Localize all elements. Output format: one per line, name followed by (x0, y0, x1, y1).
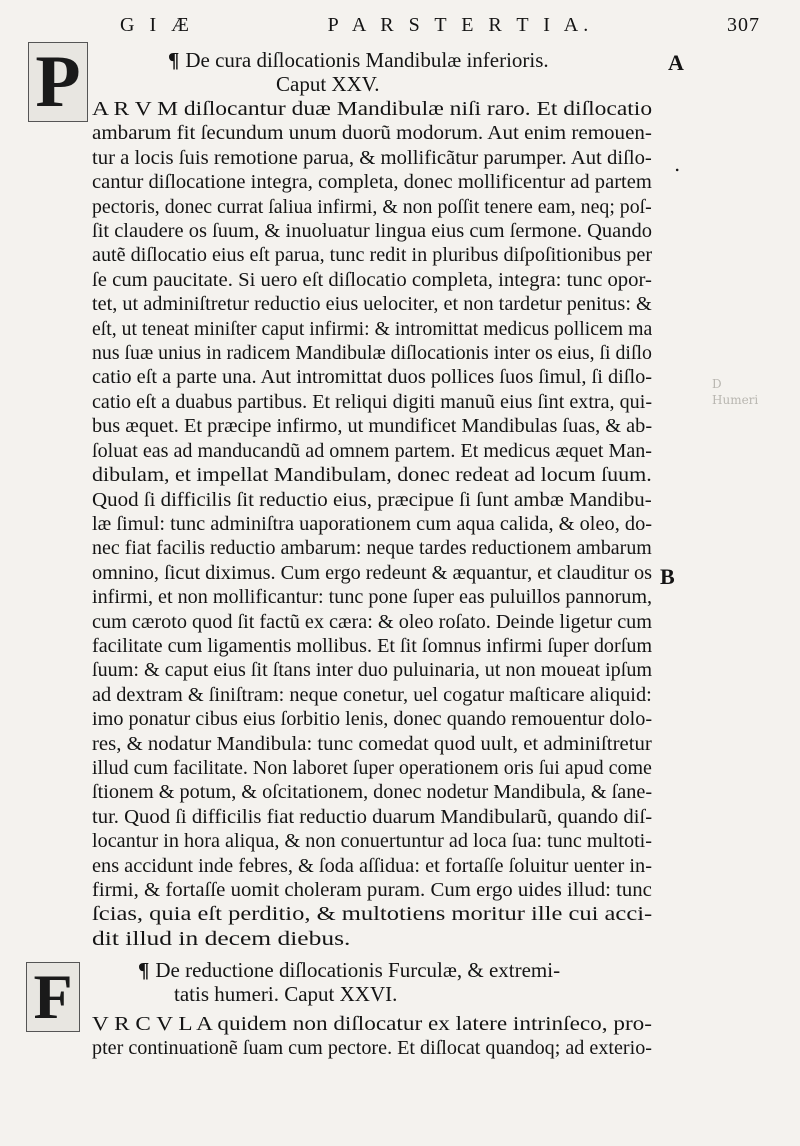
text-line: ſuum: & caput eius ſit ſtans inter duo puluinaria, ut non moueat ipſum (92, 659, 653, 682)
chapter-25-heading (168, 48, 549, 96)
chapter-25-label: Caput XXV. (276, 72, 380, 96)
text-line: tur. Quod ſi difficilis fiat reductio duarum Mandibularũ, quando diſ- (92, 805, 653, 828)
text-line: infirmi, et non mollificantur: tunc pone ſuper eas puluillos pannorum, (92, 586, 653, 609)
running-head (120, 14, 760, 37)
running-head-title: P A R S T E R T I A. (327, 14, 594, 36)
text-line: ſe cum paucitate. Si uero eſt diſlocatio completa, integra: tunc opor- (92, 268, 652, 291)
text-line: ambarum fit ſecundum unum duorũ modorum. Aut enim remouen- (92, 122, 652, 145)
text-line: V R C V L A quidem non diſlocatur ex latere intrinſeco, pro- (92, 1013, 652, 1035)
bleed-line-1: D (712, 377, 722, 391)
chapter-26-title-line2: tatis humeri. Caput XXVI. (174, 982, 398, 1006)
text-line: ſoluat eas ad manducandũ ad omnem partem. Et medicus æquet Man- (92, 439, 653, 462)
text-line: cantur diſlocatione integra, completa, donec mollificentur ad partem (92, 171, 652, 194)
chapter-26-title-line1: De reductione diſlocationis Furculæ, & extremi- (155, 958, 561, 982)
text-line: catio eſt a parte una. Aut intromittat duos pollices ſuos ſimul, ſi diſlo- (92, 366, 653, 389)
text-line: ſcias, quia eſt perditio, & multotiens moritur ille cui acci- (92, 903, 653, 926)
text-line: nec fiat facilis reductio ambarum: neque tardes reductionem ambarum (92, 537, 652, 560)
text-line: nus ſuæ unius in radicem Mandibulæ diſlocationis inter os eius, ſi diſlo (92, 342, 652, 365)
page-number: 307 (726, 14, 760, 36)
margin-dot: . (674, 152, 681, 176)
pilcrow-icon-2: ¶ (138, 958, 150, 982)
text-line: eſt, ut teneat miniſter caput infirmi: & intromittat medicus pollicem ma (92, 317, 653, 340)
running-head-left: G I Æ (120, 14, 194, 36)
chapter-25-title: De cura diſlocationis Mandibulæ inferioris. (185, 48, 549, 72)
text-line: ſit claudere os ſuum, & inuoluatur lingua eius cum ſermone. Quando (92, 220, 653, 243)
dropcap-p: P (28, 42, 88, 122)
chapter-26-body (92, 1012, 659, 1061)
text-line: res, & nodatur Mandibula: tunc comedat quod uult, et adminiſtretur (92, 732, 652, 755)
text-line: ſtionem & potum, & oſcitationem, donec nodetur Mandibula, & ſane- (92, 781, 653, 804)
text-line: ad dextram & ſiniſtram: neque conetur, uel cogatur maſticare aliquid: (92, 683, 652, 706)
text-line: bus æquet. Et præcipe infirmo, ut mundificet Mandibulas ſuas, & ab- (92, 415, 653, 438)
bleed-line-2: Humeri (712, 393, 759, 407)
bleed-through-text (712, 376, 758, 408)
text-line: pectoris, donec currat ſaliua infirmi, & non poſſit tenere eam, neq; poſ- (92, 195, 652, 218)
chapter-26-heading (138, 958, 560, 1006)
dropcap-f: F (26, 962, 80, 1032)
text-line: ens accidunt inde febres, & ſoda aſſidua: et fortaſſe ſoluitur uenter in- (92, 854, 653, 877)
chapter-25-body (92, 97, 670, 951)
text-line: illud cum facilitate. Non laboret ſuper operationem oris ſui apud come (92, 756, 652, 779)
text-line: Quod ſi difficilis ſit reductio eius, præcipue ſi ſunt ambæ Mandibu- (92, 488, 652, 511)
text-line: autẽ diſlocatio eius eſt parua, tunc redit in pluribus diſpoſitionibus per (92, 244, 653, 267)
text-line: imo ponatur cibus eius ſorbitio lenis, donec quando remouentur dolo- (92, 708, 653, 731)
margin-letter-a: A (668, 50, 684, 75)
text-line: dibulam, et impellat Mandibulam, donec redeat ad locum ſuum. (92, 464, 652, 487)
text-line: læ ſimul: tunc adminiſtra uaporationem cum aqua calida, & oleo, do- (92, 512, 653, 535)
text-line: facilitate cum ligamentis mollibus. Et ſit ſomnus infirmi ſuper dorſum (92, 634, 653, 657)
pilcrow-icon: ¶ (168, 48, 180, 72)
text-line: cum cæroto quod ſit factũ ex cæra: & oleo roſato. Deinde ligetur cum (92, 610, 653, 633)
text-line: dit illud in decem diebus. (92, 927, 351, 950)
text-line: omnino, ſicut diximus. Cum ergo redeunt & æquantur, et clauditur os (92, 561, 653, 584)
text-line: catio eſt a duabus partibus. Et reliqui digiti manuũ eius ſint extra, qui- (92, 390, 653, 413)
text-line: pter continuationẽ ſuam cum pectore. Et diſlocat quandoq; ad exterio- (92, 1037, 652, 1060)
text-line: locantur in hora aliqua, & non conuertuntur ad loca ſua: tunc multoti- (92, 830, 653, 853)
text-line: tur a locis ſuis remotione parua, & mollificãtur parumper. Aut diſlo- (92, 146, 652, 169)
text-line: tet, ut adminiſtretur reductio eius uelociter, et non tardetur penitus: & (92, 293, 652, 316)
margin-letter-b: B (660, 564, 675, 589)
text-line: firmi, & fortaſſe uomit choleram puram. Cum ergo uides illud: tunc (92, 879, 652, 901)
text-line: A R V M diſlocantur duæ Mandibulæ niſi raro. Et diſlocatio (92, 98, 653, 120)
